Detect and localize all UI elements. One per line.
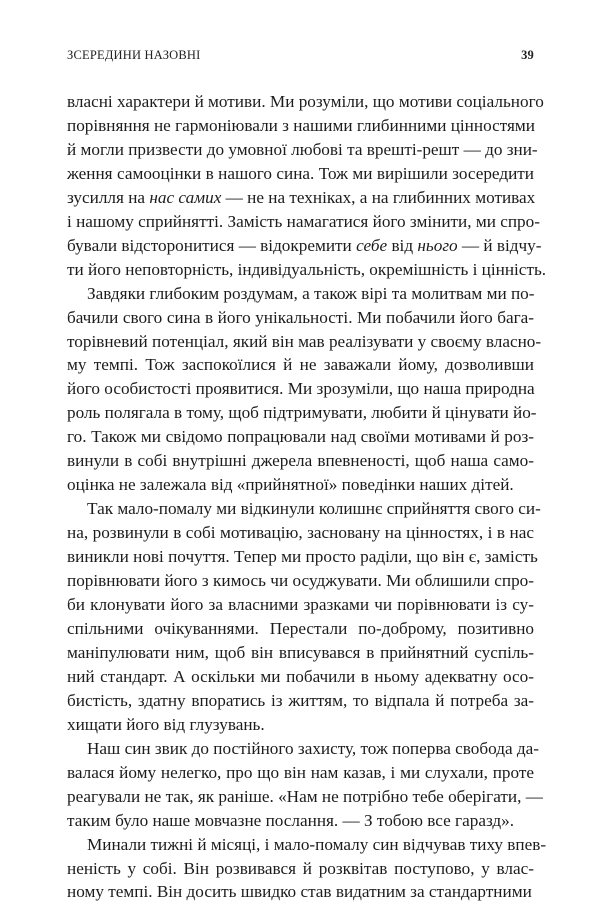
text-line: би клонувати його за власними зразками чи порівнювати із су- (67, 595, 534, 615)
paragraph (67, 282, 542, 498)
emphasis: нього (417, 235, 458, 255)
paragraph (67, 90, 547, 282)
paragraph (67, 497, 541, 737)
page-number: 39 (521, 48, 534, 62)
paragraph (67, 833, 547, 904)
text-line: торівневий потенціал, який він мав реалізувати у своєму власно- (67, 331, 542, 351)
paragraph (67, 737, 543, 833)
text-line: го. Також ми свідомо попрацювали над своїми мотивами й роз- (67, 427, 534, 447)
text-line: реагували не так, як раніше. «Нам не потрібно тебе оберігати, — (67, 786, 543, 806)
text-line: оцінка не залежала від «прийнятної» поведінки наших дітей. (67, 475, 514, 495)
emphasis: себе (356, 235, 388, 255)
text-line: порівнювати його з кимось чи осуджувати. Ми облишили спро- (67, 571, 534, 591)
text-line: винули в собі внутрішні джерела впевненості, щоб наша само- (67, 451, 534, 471)
body-text (67, 90, 547, 904)
text-line: валася йому нелегко, про що він нам казав, і ми слухали, проте (67, 762, 534, 782)
text-line: зусилля на нас самих — не на техніках, а на глибинних мотивах (67, 187, 536, 207)
text-line: на, розвинули в собі мотивацію, засновану на цінностях, і в нас (67, 523, 534, 543)
text-line: виникли нові почуття. Тепер ми просто раділи, що він є, замість (67, 547, 538, 567)
emphasis: нас самих (149, 187, 222, 207)
text-line: порівняння не гармоніювали з нашими глибинними цінностями (67, 115, 535, 135)
text-line: Завдяки глибоким роздумам, а також вірі та молитвам ми по- (87, 283, 535, 303)
text-line: хищати його від глузувань. (67, 714, 265, 734)
text-line: маніпулювати ним, щоб він вписувався в прийнятний суспіль- (67, 642, 534, 662)
text-line: бачили свого сина в його унікальності. Ми побачили його бага- (67, 307, 534, 327)
text-line: таким було наше мовчазне послання. — З тобою все гаразд». (67, 810, 515, 830)
text-line: бистість, здатну впоратись із життям, то відпала й потреба за- (67, 690, 534, 710)
running-header (67, 48, 534, 64)
text-line: бували відсторонитися — відокремити себе від нього — й відчу- (67, 235, 542, 255)
text-line: му темпі. Тож заспокоїлися й не заважали йому, дозволивши (67, 355, 534, 375)
text-line: спільними очікуваннями. Перестали по-доброму, позитивно (67, 618, 534, 638)
text-line: ження самооцінки в нашого сина. Тож ми вирішили зосередити (67, 163, 534, 183)
text-line: Так мало-помалу ми відкинули колишнє сприйняття свого си- (87, 499, 541, 519)
text-line: власні характери й мотиви. Ми розуміли, що мотиви соціального (67, 92, 544, 111)
text-line: його особистості проявитися. Ми зрозуміли, що наша природна (67, 379, 535, 399)
text-line: ному темпі. Він досить швидко став видатним за стандартними (67, 882, 532, 902)
text-line: ти його неповторність, індивідуальність, окремішність і цінність. (67, 259, 547, 279)
text-line: і нашому сприйнятті. Замість намагатися його змінити, ми спро- (67, 211, 540, 231)
text-line: неність у собі. Він розвивався й розквітав поступово, у влас- (67, 858, 534, 878)
text-line: роль полягала в тому, щоб підтримувати, любити й цінувати йо- (67, 403, 537, 423)
text-line: ний стандарт. А оскільки ми побачили в ньому адекватну осо- (67, 666, 534, 686)
text-line: Минали тижні й місяці, і мало-помалу син відчував тиху впев- (87, 834, 547, 854)
running-title: ЗСЕРЕДИНИ НАЗОВНІ (67, 48, 201, 62)
text-line: Наш син звик до постійного захисту, тож поперва свобода да- (87, 738, 539, 758)
text-line: й могли призвести до умовної любові та врешті-решт — до зни- (67, 139, 538, 159)
